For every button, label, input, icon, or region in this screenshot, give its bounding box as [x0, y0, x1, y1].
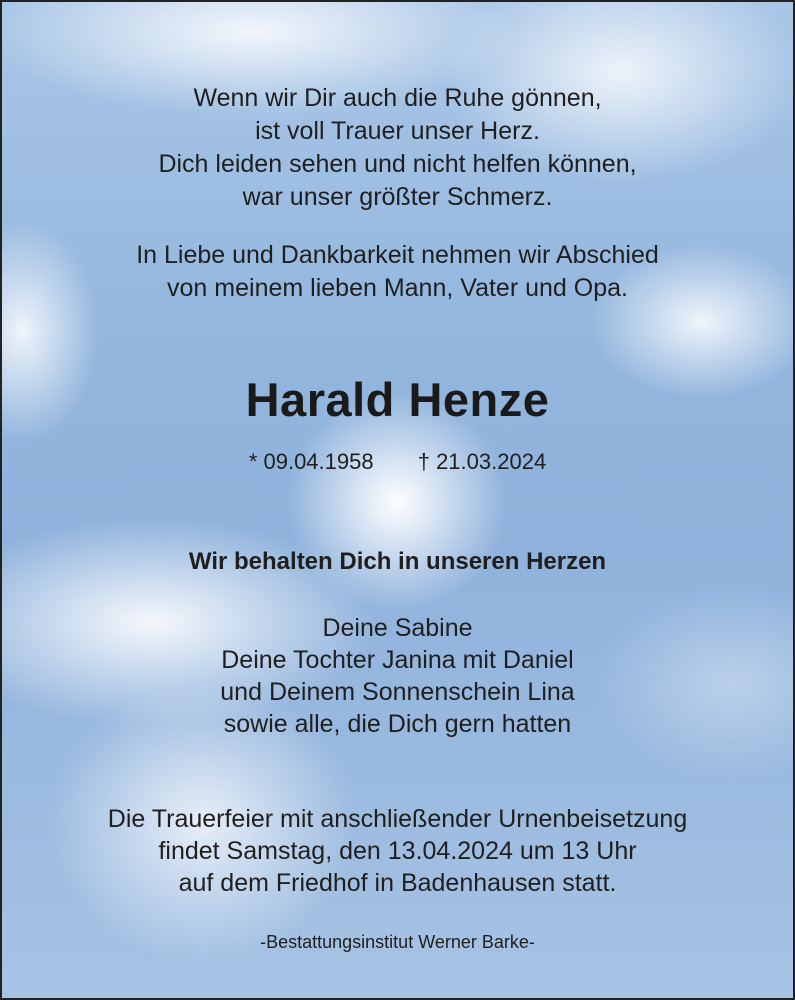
farewell-line: von meinem lieben Mann, Vater und Opa.: [167, 274, 628, 302]
deceased-name: Harald Henze: [245, 373, 550, 426]
ceremony-line: findet Samstag, den 13.04.2024 um 13 Uhr: [158, 837, 637, 865]
spacer: [2, 214, 793, 239]
birth-date: * 09.04.1958: [248, 449, 374, 474]
poem-line: Wenn wir Dir auch die Ruhe gönnen,: [193, 84, 602, 112]
poem-line: Dich leiden sehen und nicht helfen können,: [158, 150, 637, 178]
life-dates: [2, 448, 793, 476]
farewell-line: In Liebe und Dankbarkeit nehmen wir Abschied: [136, 241, 659, 269]
motto: Wir behalten Dich in unseren Herzen: [188, 548, 607, 575]
death-date: † 21.03.2024: [417, 449, 547, 474]
ceremony-info: [2, 803, 793, 899]
mourner-line: Deine Sabine: [322, 614, 473, 642]
poem-line: war unser größter Schmerz.: [242, 183, 553, 211]
ceremony-line: Die Trauerfeier mit anschließender Urnenbeisetzung: [107, 805, 688, 833]
mourner-line: Deine Tochter Janina mit Daniel: [221, 646, 574, 674]
funeral-home: -Bestattungsinstitut Werner Barke-: [260, 932, 535, 952]
poem-line: ist voll Trauer unser Herz.: [255, 117, 540, 145]
poem: [2, 82, 793, 305]
mourner-line: und Deinem Sonnenschein Lina: [220, 678, 575, 706]
mourners: [2, 612, 793, 740]
mourner-line: sowie alle, die Dich gern hatten: [223, 710, 572, 738]
ceremony-line: auf dem Friedhof in Badenhausen statt.: [178, 869, 617, 897]
